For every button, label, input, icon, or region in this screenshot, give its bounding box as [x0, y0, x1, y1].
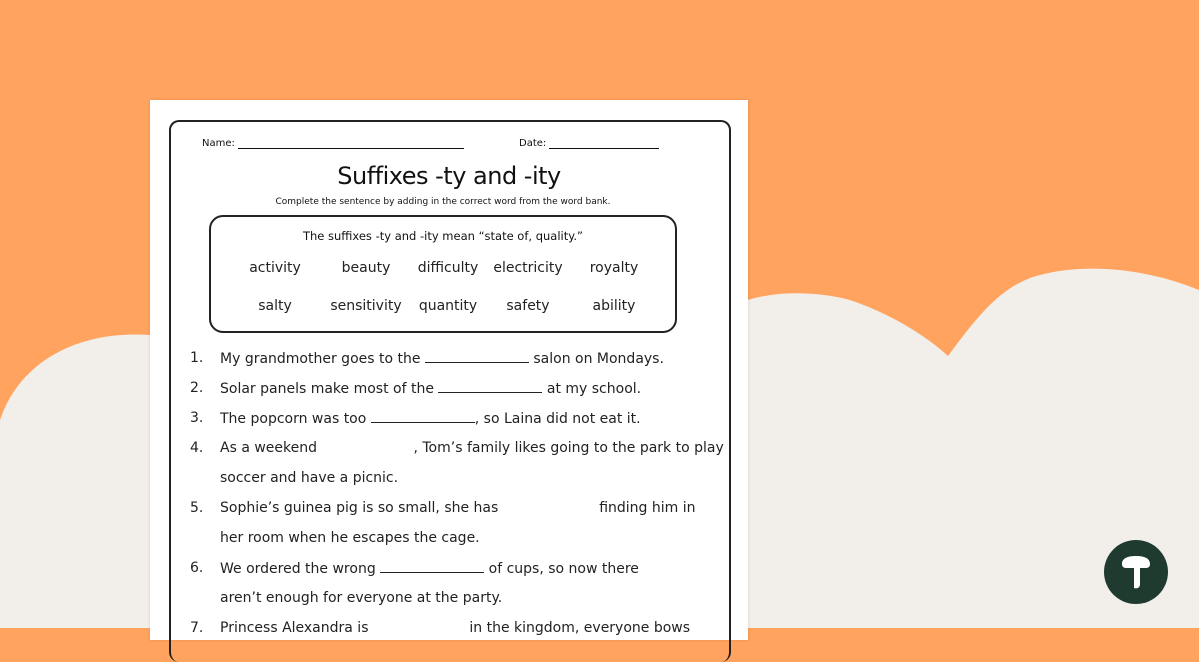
question-text — [220, 590, 502, 606]
word-bank-word: safety — [506, 298, 550, 314]
question-text-fragment: The popcorn was too — [220, 411, 371, 427]
word-bank-word: electricity — [493, 260, 563, 276]
brand-logo[interactable] — [1104, 540, 1168, 604]
question-text-fragment: Sophie’s guinea pig is so small, she has — [220, 500, 503, 516]
worksheet-page — [150, 100, 748, 640]
date-line — [549, 138, 659, 149]
question-text-fragment: finding him in — [594, 500, 696, 516]
word-bank-word: sensitivity — [330, 298, 402, 314]
question-text — [220, 620, 690, 636]
word-bank — [209, 215, 677, 333]
question-text — [220, 380, 641, 397]
question-text-fragment: at my school. — [542, 381, 642, 397]
question-number: 6. — [190, 560, 204, 576]
question-number: 2. — [190, 380, 204, 396]
question-text — [220, 530, 480, 546]
answer-blank[interactable] — [425, 350, 529, 363]
question-number: 3. — [190, 410, 204, 426]
question-text-fragment: Solar panels make most of the — [220, 381, 439, 397]
question-text — [220, 560, 639, 577]
worksheet-instructions: Complete the sentence by adding in the correct word from the word bank. — [275, 197, 611, 207]
question-text-fragment: We ordered the wrong — [220, 561, 381, 577]
word-bank-word: ability — [592, 298, 636, 314]
name-label: Name: — [202, 138, 235, 149]
word-bank-word: beauty — [341, 260, 391, 276]
word-bank-word: salty — [258, 298, 292, 314]
name-line — [238, 138, 464, 149]
question-text-fragment: her room when he escapes the cage. — [220, 530, 480, 546]
question-text-fragment: in the kingdom, everyone bows — [464, 620, 691, 636]
date-field — [519, 138, 659, 149]
word-bank-word: activity — [249, 260, 301, 276]
word-bank-word: quantity — [418, 298, 478, 314]
question-text — [220, 500, 696, 516]
answer-blank[interactable] — [380, 560, 484, 573]
question-text-fragment: , so Laina did not eat it. — [474, 411, 641, 427]
question-text-fragment: , Tom’s family likes going to the park to play — [413, 440, 724, 456]
name-field — [202, 138, 464, 149]
answer-blank[interactable] — [438, 380, 542, 393]
question-number: 7. — [190, 620, 204, 636]
teach-starter-logo-icon — [1104, 540, 1168, 604]
question-number: 4. — [190, 440, 204, 456]
question-text-fragment: salon on Mondays. — [528, 351, 664, 367]
word-bank-heading: The suffixes -ty and -ity mean “state of, quality.” — [302, 229, 584, 243]
question-number: 5. — [190, 500, 204, 516]
question-number: 1. — [190, 350, 204, 366]
question-text-fragment: soccer and have a picnic. — [220, 470, 399, 486]
answer-blank[interactable] — [371, 410, 475, 423]
word-bank-word: difficulty — [417, 260, 479, 276]
answer-blank[interactable] — [321, 440, 413, 452]
answer-blank[interactable] — [503, 500, 595, 512]
question-text-fragment: Princess Alexandra is — [220, 620, 373, 636]
question-text — [220, 350, 664, 367]
question-text-fragment: of cups, so now there — [484, 561, 639, 577]
question-text-fragment: aren’t enough for everyone at the party. — [220, 590, 503, 606]
question-text-fragment: My grandmother goes to the — [220, 351, 425, 367]
question-text — [220, 410, 641, 427]
worksheet-title: Suffixes -ty and -ity — [337, 162, 561, 190]
answer-blank[interactable] — [373, 620, 465, 632]
date-label: Date: — [519, 138, 547, 149]
question-text — [220, 470, 398, 486]
question-text-fragment: As a weekend — [220, 440, 322, 456]
word-bank-word: royalty — [589, 260, 639, 276]
question-text — [220, 440, 724, 456]
